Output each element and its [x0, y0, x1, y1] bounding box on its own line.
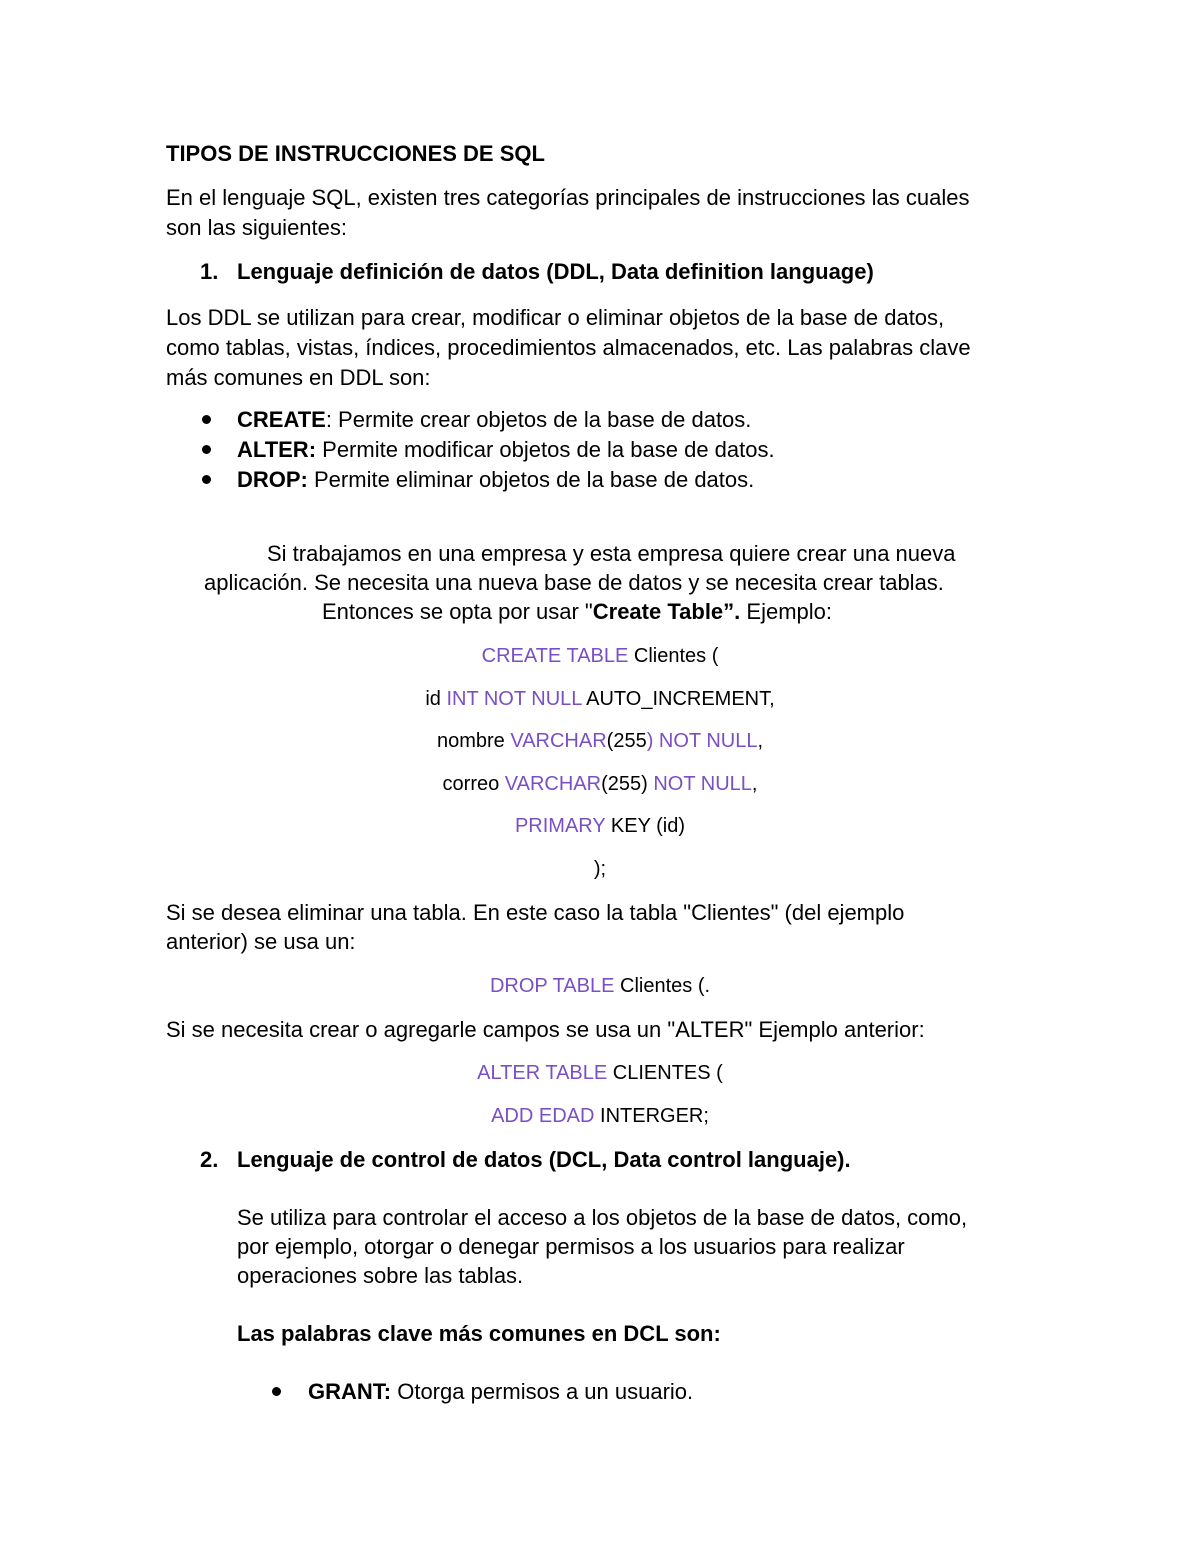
sql-keyword: ) NOT NULL [646, 730, 758, 752]
keyword-term: ALTER: [237, 437, 317, 462]
keyword-term: DROP: [237, 467, 308, 492]
code-line [0, 642, 1200, 670]
section-number: 1. [200, 259, 219, 284]
sql-keyword: VARCHAR [510, 730, 607, 752]
sql-keyword: NOT NULL [653, 773, 752, 795]
code-text: INTERGER; [594, 1105, 709, 1127]
paragraph-line: Los DDL se utilizan para crear, modificar o eliminar objetos de la base de datos, [166, 305, 945, 330]
code-line [0, 972, 1200, 1000]
paragraph-line: anterior) se usa un: [166, 929, 356, 954]
code-line [0, 685, 1200, 713]
code-text: CLIENTES ( [607, 1062, 723, 1084]
code-text: Clientes (. [614, 975, 711, 997]
keyword-description: Permite eliminar objetos de la base de datos. [307, 467, 755, 492]
text-run: Entonces se opta por usar " [322, 599, 593, 624]
bullet-icon [202, 415, 211, 424]
emphasis-text: Create Table”. [592, 599, 741, 624]
keyword-description: : Permite crear objetos de la base de datos. [325, 407, 752, 432]
paragraph-line: más comunes en DDL son: [166, 365, 431, 390]
section-heading: Lenguaje definición de datos (DDL, Data definition language) [237, 259, 874, 284]
sql-keyword: ALTER TABLE [477, 1062, 608, 1084]
keyword-description: Otorga permisos a un usuario. [391, 1379, 694, 1404]
paragraph-line: operaciones sobre las tablas. [237, 1263, 524, 1288]
code-text: AUTO_INCREMENT, [581, 688, 775, 710]
keyword-term: GRANT: [308, 1379, 392, 1404]
code-line: ); [593, 858, 607, 880]
code-text: id [425, 688, 447, 710]
sql-keyword: DROP TABLE [489, 975, 615, 997]
example-intro-line [322, 598, 832, 626]
section-heading: Lenguaje de control de datos (DCL, Data control languaje). [237, 1147, 851, 1172]
code-line [0, 1102, 1200, 1130]
code-line [0, 812, 1200, 840]
bullet-icon [272, 1387, 281, 1396]
code-line [0, 727, 1200, 755]
paragraph-line: Si se desea eliminar una tabla. En este caso la tabla "Clientes" (del ejemplo [166, 900, 905, 925]
code-line [0, 770, 1200, 798]
keyword-description: Permite modificar objetos de la base de datos. [316, 437, 775, 462]
code-text: correo [442, 773, 505, 795]
paragraph-line: Se utiliza para controlar el acceso a los objetos de la base de datos, como, [237, 1205, 968, 1230]
paragraph-line: Si se necesita crear o agregarle campos se usa un "ALTER" Ejemplo anterior: [166, 1017, 925, 1042]
code-text: nombre [436, 730, 511, 752]
example-intro-line: aplicación. Se necesita una nueva base de datos y se necesita crear tablas. [204, 570, 944, 595]
section-number: 2. [200, 1147, 219, 1172]
sql-keyword: VARCHAR [504, 773, 602, 795]
paragraph-line: por ejemplo, otorgar o denegar permisos a los usuarios para realizar [237, 1234, 905, 1259]
intro-line: son las siguientes: [166, 215, 347, 240]
list-item [237, 466, 754, 494]
sql-keyword: ADD EDAD [491, 1105, 595, 1127]
sql-keyword: PRIMARY [514, 815, 606, 837]
code-text: , [751, 773, 758, 795]
example-intro-line: Si trabajamos en una empresa y esta empresa quiere crear una nueva [267, 541, 956, 566]
code-text: KEY (id) [605, 815, 686, 837]
sql-keyword: INT NOT NULL [446, 688, 582, 710]
list-item [308, 1378, 693, 1406]
code-text: (255 [606, 730, 647, 752]
keyword-term: CREATE [237, 407, 326, 432]
code-text: (255) [601, 773, 654, 795]
code-text: Clientes ( [628, 645, 719, 667]
bullet-icon [202, 445, 211, 454]
subheading: Las palabras clave más comunes en DCL son: [237, 1321, 721, 1346]
text-run: Ejemplo: [740, 599, 833, 624]
page-title: TIPOS DE INSTRUCCIONES DE SQL [166, 141, 545, 166]
code-line [0, 1059, 1200, 1087]
list-item [237, 436, 775, 464]
bullet-icon [202, 475, 211, 484]
intro-line: En el lenguaje SQL, existen tres categorías principales de instrucciones las cuales [166, 185, 970, 210]
list-item [237, 406, 751, 434]
code-text: , [757, 730, 764, 752]
paragraph-line: como tablas, vistas, índices, procedimientos almacenados, etc. Las palabras clave [166, 335, 971, 360]
sql-keyword: CREATE TABLE [481, 645, 629, 667]
